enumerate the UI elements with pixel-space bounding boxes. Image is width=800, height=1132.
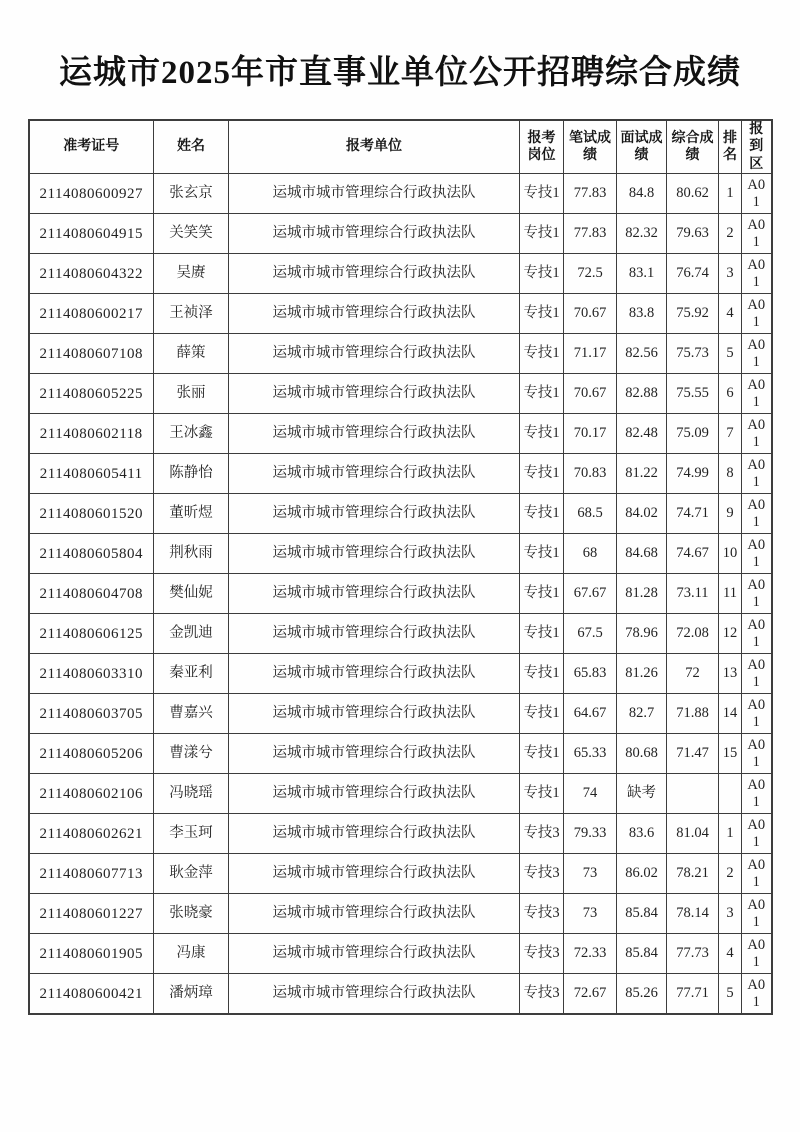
table-row xyxy=(29,814,772,854)
cell-ticket: 2114080600217 xyxy=(29,294,154,334)
cell-overall: 77.73 xyxy=(667,934,719,974)
cell-rank: 1 xyxy=(719,174,742,214)
cell-ticket: 2114080605411 xyxy=(29,454,154,494)
cell-name: 张丽 xyxy=(154,374,229,414)
cell-unit: 运城市城市管理综合行政执法队 xyxy=(229,814,520,854)
cell-overall: 75.09 xyxy=(667,414,719,454)
cell-overall: 80.62 xyxy=(667,174,719,214)
cell-district: A01 xyxy=(742,974,772,1015)
cell-written: 70.83 xyxy=(564,454,617,494)
cell-rank: 3 xyxy=(719,254,742,294)
cell-interview: 80.68 xyxy=(617,734,667,774)
cell-interview: 81.22 xyxy=(617,454,667,494)
cell-name: 张晓豪 xyxy=(154,894,229,934)
cell-interview: 缺考 xyxy=(617,774,667,814)
cell-unit: 运城市城市管理综合行政执法队 xyxy=(229,374,520,414)
cell-ticket: 2114080601227 xyxy=(29,894,154,934)
column-header-written: 笔试成绩 xyxy=(564,120,617,174)
cell-interview: 83.6 xyxy=(617,814,667,854)
cell-position: 专技1 xyxy=(520,294,564,334)
cell-name: 冯晓瑶 xyxy=(154,774,229,814)
cell-written: 73 xyxy=(564,854,617,894)
cell-district: A01 xyxy=(742,454,772,494)
column-header-rank: 排名 xyxy=(719,120,742,174)
cell-ticket: 2114080601905 xyxy=(29,934,154,974)
cell-position: 专技1 xyxy=(520,174,564,214)
cell-overall: 71.88 xyxy=(667,694,719,734)
table-row xyxy=(29,894,772,934)
cell-position: 专技3 xyxy=(520,814,564,854)
column-header-overall: 综合成绩 xyxy=(667,120,719,174)
cell-name: 薛策 xyxy=(154,334,229,374)
cell-position: 专技1 xyxy=(520,334,564,374)
cell-interview: 83.8 xyxy=(617,294,667,334)
cell-name: 荆秋雨 xyxy=(154,534,229,574)
cell-ticket: 2114080604915 xyxy=(29,214,154,254)
cell-ticket: 2114080600421 xyxy=(29,974,154,1015)
cell-unit: 运城市城市管理综合行政执法队 xyxy=(229,734,520,774)
cell-name: 金凯迪 xyxy=(154,614,229,654)
cell-overall: 78.14 xyxy=(667,894,719,934)
cell-unit: 运城市城市管理综合行政执法队 xyxy=(229,454,520,494)
cell-rank: 2 xyxy=(719,854,742,894)
cell-district: A01 xyxy=(742,334,772,374)
table-row xyxy=(29,494,772,534)
table-row xyxy=(29,654,772,694)
cell-written: 65.33 xyxy=(564,734,617,774)
cell-written: 74 xyxy=(564,774,617,814)
cell-district: A01 xyxy=(742,614,772,654)
cell-overall: 74.71 xyxy=(667,494,719,534)
table-row xyxy=(29,414,772,454)
cell-interview: 82.48 xyxy=(617,414,667,454)
cell-interview: 85.84 xyxy=(617,934,667,974)
cell-written: 72.67 xyxy=(564,974,617,1015)
cell-rank: 3 xyxy=(719,894,742,934)
cell-written: 77.83 xyxy=(564,214,617,254)
cell-name: 曹嘉兴 xyxy=(154,694,229,734)
cell-interview: 81.26 xyxy=(617,654,667,694)
cell-interview: 85.26 xyxy=(617,974,667,1015)
cell-district: A01 xyxy=(742,374,772,414)
results-table xyxy=(28,119,773,1016)
table-row xyxy=(29,294,772,334)
cell-overall xyxy=(667,774,719,814)
cell-overall: 75.55 xyxy=(667,374,719,414)
cell-district: A01 xyxy=(742,294,772,334)
cell-interview: 82.56 xyxy=(617,334,667,374)
cell-rank: 6 xyxy=(719,374,742,414)
cell-unit: 运城市城市管理综合行政执法队 xyxy=(229,494,520,534)
cell-overall: 78.21 xyxy=(667,854,719,894)
cell-rank: 4 xyxy=(719,934,742,974)
cell-district: A01 xyxy=(742,214,772,254)
cell-rank: 7 xyxy=(719,414,742,454)
cell-district: A01 xyxy=(742,814,772,854)
cell-overall: 72.08 xyxy=(667,614,719,654)
cell-ticket: 2114080603705 xyxy=(29,694,154,734)
cell-rank: 10 xyxy=(719,534,742,574)
cell-rank: 5 xyxy=(719,334,742,374)
cell-district: A01 xyxy=(742,534,772,574)
header-row xyxy=(29,120,772,174)
cell-district: A01 xyxy=(742,254,772,294)
cell-ticket: 2114080604708 xyxy=(29,574,154,614)
cell-name: 董昕煜 xyxy=(154,494,229,534)
cell-unit: 运城市城市管理综合行政执法队 xyxy=(229,334,520,374)
cell-name: 陈静怡 xyxy=(154,454,229,494)
cell-ticket: 2114080601520 xyxy=(29,494,154,534)
cell-written: 70.17 xyxy=(564,414,617,454)
cell-written: 67.5 xyxy=(564,614,617,654)
cell-position: 专技3 xyxy=(520,894,564,934)
cell-position: 专技3 xyxy=(520,974,564,1015)
cell-position: 专技1 xyxy=(520,774,564,814)
cell-overall: 74.99 xyxy=(667,454,719,494)
cell-district: A01 xyxy=(742,854,772,894)
cell-name: 张玄京 xyxy=(154,174,229,214)
cell-position: 专技1 xyxy=(520,574,564,614)
cell-unit: 运城市城市管理综合行政执法队 xyxy=(229,654,520,694)
cell-name: 王冰鑫 xyxy=(154,414,229,454)
cell-overall: 75.92 xyxy=(667,294,719,334)
cell-rank xyxy=(719,774,742,814)
cell-position: 专技1 xyxy=(520,494,564,534)
table-row xyxy=(29,214,772,254)
table-row xyxy=(29,854,772,894)
cell-unit: 运城市城市管理综合行政执法队 xyxy=(229,414,520,454)
cell-position: 专技1 xyxy=(520,414,564,454)
cell-unit: 运城市城市管理综合行政执法队 xyxy=(229,214,520,254)
table-row xyxy=(29,614,772,654)
cell-overall: 73.11 xyxy=(667,574,719,614)
cell-district: A01 xyxy=(742,694,772,734)
page-title: 运城市2025年市直事业单位公开招聘综合成绩 xyxy=(59,55,741,91)
cell-position: 专技1 xyxy=(520,254,564,294)
cell-ticket: 2114080604322 xyxy=(29,254,154,294)
cell-interview: 82.32 xyxy=(617,214,667,254)
table-row xyxy=(29,534,772,574)
cell-name: 秦亚利 xyxy=(154,654,229,694)
cell-district: A01 xyxy=(742,734,772,774)
cell-position: 专技3 xyxy=(520,854,564,894)
cell-unit: 运城市城市管理综合行政执法队 xyxy=(229,174,520,214)
cell-written: 70.67 xyxy=(564,294,617,334)
cell-position: 专技3 xyxy=(520,934,564,974)
table-row xyxy=(29,174,772,214)
cell-ticket: 2114080602118 xyxy=(29,414,154,454)
cell-overall: 71.47 xyxy=(667,734,719,774)
table-row xyxy=(29,574,772,614)
cell-ticket: 2114080605804 xyxy=(29,534,154,574)
cell-overall: 79.63 xyxy=(667,214,719,254)
cell-interview: 81.28 xyxy=(617,574,667,614)
cell-name: 吴赓 xyxy=(154,254,229,294)
cell-written: 79.33 xyxy=(564,814,617,854)
cell-name: 关笑笑 xyxy=(154,214,229,254)
cell-interview: 78.96 xyxy=(617,614,667,654)
cell-overall: 81.04 xyxy=(667,814,719,854)
cell-unit: 运城市城市管理综合行政执法队 xyxy=(229,694,520,734)
column-header-interview: 面试成绩 xyxy=(617,120,667,174)
cell-written: 72.5 xyxy=(564,254,617,294)
cell-unit: 运城市城市管理综合行政执法队 xyxy=(229,774,520,814)
cell-ticket: 2114080607108 xyxy=(29,334,154,374)
table-row xyxy=(29,454,772,494)
cell-unit: 运城市城市管理综合行政执法队 xyxy=(229,934,520,974)
table-row xyxy=(29,334,772,374)
cell-position: 专技1 xyxy=(520,614,564,654)
column-header-unit: 报考单位 xyxy=(229,120,520,174)
cell-rank: 8 xyxy=(719,454,742,494)
cell-ticket: 2114080607713 xyxy=(29,854,154,894)
cell-interview: 85.84 xyxy=(617,894,667,934)
cell-ticket: 2114080602621 xyxy=(29,814,154,854)
results-table-head xyxy=(29,120,772,174)
cell-unit: 运城市城市管理综合行政执法队 xyxy=(229,294,520,334)
cell-rank: 2 xyxy=(719,214,742,254)
cell-written: 68.5 xyxy=(564,494,617,534)
cell-unit: 运城市城市管理综合行政执法队 xyxy=(229,894,520,934)
cell-ticket: 2114080605225 xyxy=(29,374,154,414)
cell-rank: 1 xyxy=(719,814,742,854)
cell-district: A01 xyxy=(742,574,772,614)
cell-position: 专技1 xyxy=(520,374,564,414)
table-row xyxy=(29,374,772,414)
table-row xyxy=(29,694,772,734)
cell-district: A01 xyxy=(742,654,772,694)
cell-name: 耿金萍 xyxy=(154,854,229,894)
column-header-position: 报考岗位 xyxy=(520,120,564,174)
cell-position: 专技1 xyxy=(520,654,564,694)
cell-rank: 15 xyxy=(719,734,742,774)
column-header-ticket: 准考证号 xyxy=(29,120,154,174)
cell-unit: 运城市城市管理综合行政执法队 xyxy=(229,254,520,294)
cell-position: 专技1 xyxy=(520,454,564,494)
cell-written: 71.17 xyxy=(564,334,617,374)
cell-rank: 12 xyxy=(719,614,742,654)
cell-name: 李玉珂 xyxy=(154,814,229,854)
cell-name: 樊仙妮 xyxy=(154,574,229,614)
cell-rank: 9 xyxy=(719,494,742,534)
cell-position: 专技1 xyxy=(520,694,564,734)
cell-interview: 86.02 xyxy=(617,854,667,894)
cell-written: 64.67 xyxy=(564,694,617,734)
table-row xyxy=(29,934,772,974)
cell-unit: 运城市城市管理综合行政执法队 xyxy=(229,854,520,894)
cell-rank: 13 xyxy=(719,654,742,694)
cell-written: 72.33 xyxy=(564,934,617,974)
cell-ticket: 2114080606125 xyxy=(29,614,154,654)
cell-overall: 76.74 xyxy=(667,254,719,294)
cell-rank: 11 xyxy=(719,574,742,614)
cell-district: A01 xyxy=(742,414,772,454)
cell-overall: 74.67 xyxy=(667,534,719,574)
cell-district: A01 xyxy=(742,894,772,934)
cell-written: 73 xyxy=(564,894,617,934)
cell-position: 专技1 xyxy=(520,734,564,774)
cell-district: A01 xyxy=(742,774,772,814)
cell-name: 王祯泽 xyxy=(154,294,229,334)
cell-unit: 运城市城市管理综合行政执法队 xyxy=(229,614,520,654)
cell-unit: 运城市城市管理综合行政执法队 xyxy=(229,974,520,1015)
column-header-name: 姓名 xyxy=(154,120,229,174)
cell-ticket: 2114080605206 xyxy=(29,734,154,774)
table-row xyxy=(29,774,772,814)
cell-rank: 4 xyxy=(719,294,742,334)
cell-written: 70.67 xyxy=(564,374,617,414)
cell-rank: 5 xyxy=(719,974,742,1015)
cell-district: A01 xyxy=(742,934,772,974)
cell-interview: 84.68 xyxy=(617,534,667,574)
cell-unit: 运城市城市管理综合行政执法队 xyxy=(229,574,520,614)
cell-name: 曹漾兮 xyxy=(154,734,229,774)
cell-ticket: 2114080600927 xyxy=(29,174,154,214)
cell-name: 潘炳璋 xyxy=(154,974,229,1015)
cell-district: A01 xyxy=(742,174,772,214)
cell-unit: 运城市城市管理综合行政执法队 xyxy=(229,534,520,574)
results-table-body xyxy=(29,174,772,1015)
cell-written: 68 xyxy=(564,534,617,574)
cell-written: 67.67 xyxy=(564,574,617,614)
cell-written: 77.83 xyxy=(564,174,617,214)
table-row xyxy=(29,254,772,294)
cell-interview: 83.1 xyxy=(617,254,667,294)
cell-ticket: 2114080602106 xyxy=(29,774,154,814)
cell-interview: 84.8 xyxy=(617,174,667,214)
table-row xyxy=(29,974,772,1015)
cell-district: A01 xyxy=(742,494,772,534)
cell-name: 冯康 xyxy=(154,934,229,974)
cell-interview: 84.02 xyxy=(617,494,667,534)
cell-interview: 82.88 xyxy=(617,374,667,414)
table-row xyxy=(29,734,772,774)
cell-interview: 82.7 xyxy=(617,694,667,734)
cell-written: 65.83 xyxy=(564,654,617,694)
column-header-district: 报到区 xyxy=(742,120,772,174)
cell-ticket: 2114080603310 xyxy=(29,654,154,694)
cell-position: 专技1 xyxy=(520,214,564,254)
cell-overall: 75.73 xyxy=(667,334,719,374)
cell-overall: 77.71 xyxy=(667,974,719,1015)
cell-overall: 72 xyxy=(667,654,719,694)
cell-rank: 14 xyxy=(719,694,742,734)
cell-position: 专技1 xyxy=(520,534,564,574)
